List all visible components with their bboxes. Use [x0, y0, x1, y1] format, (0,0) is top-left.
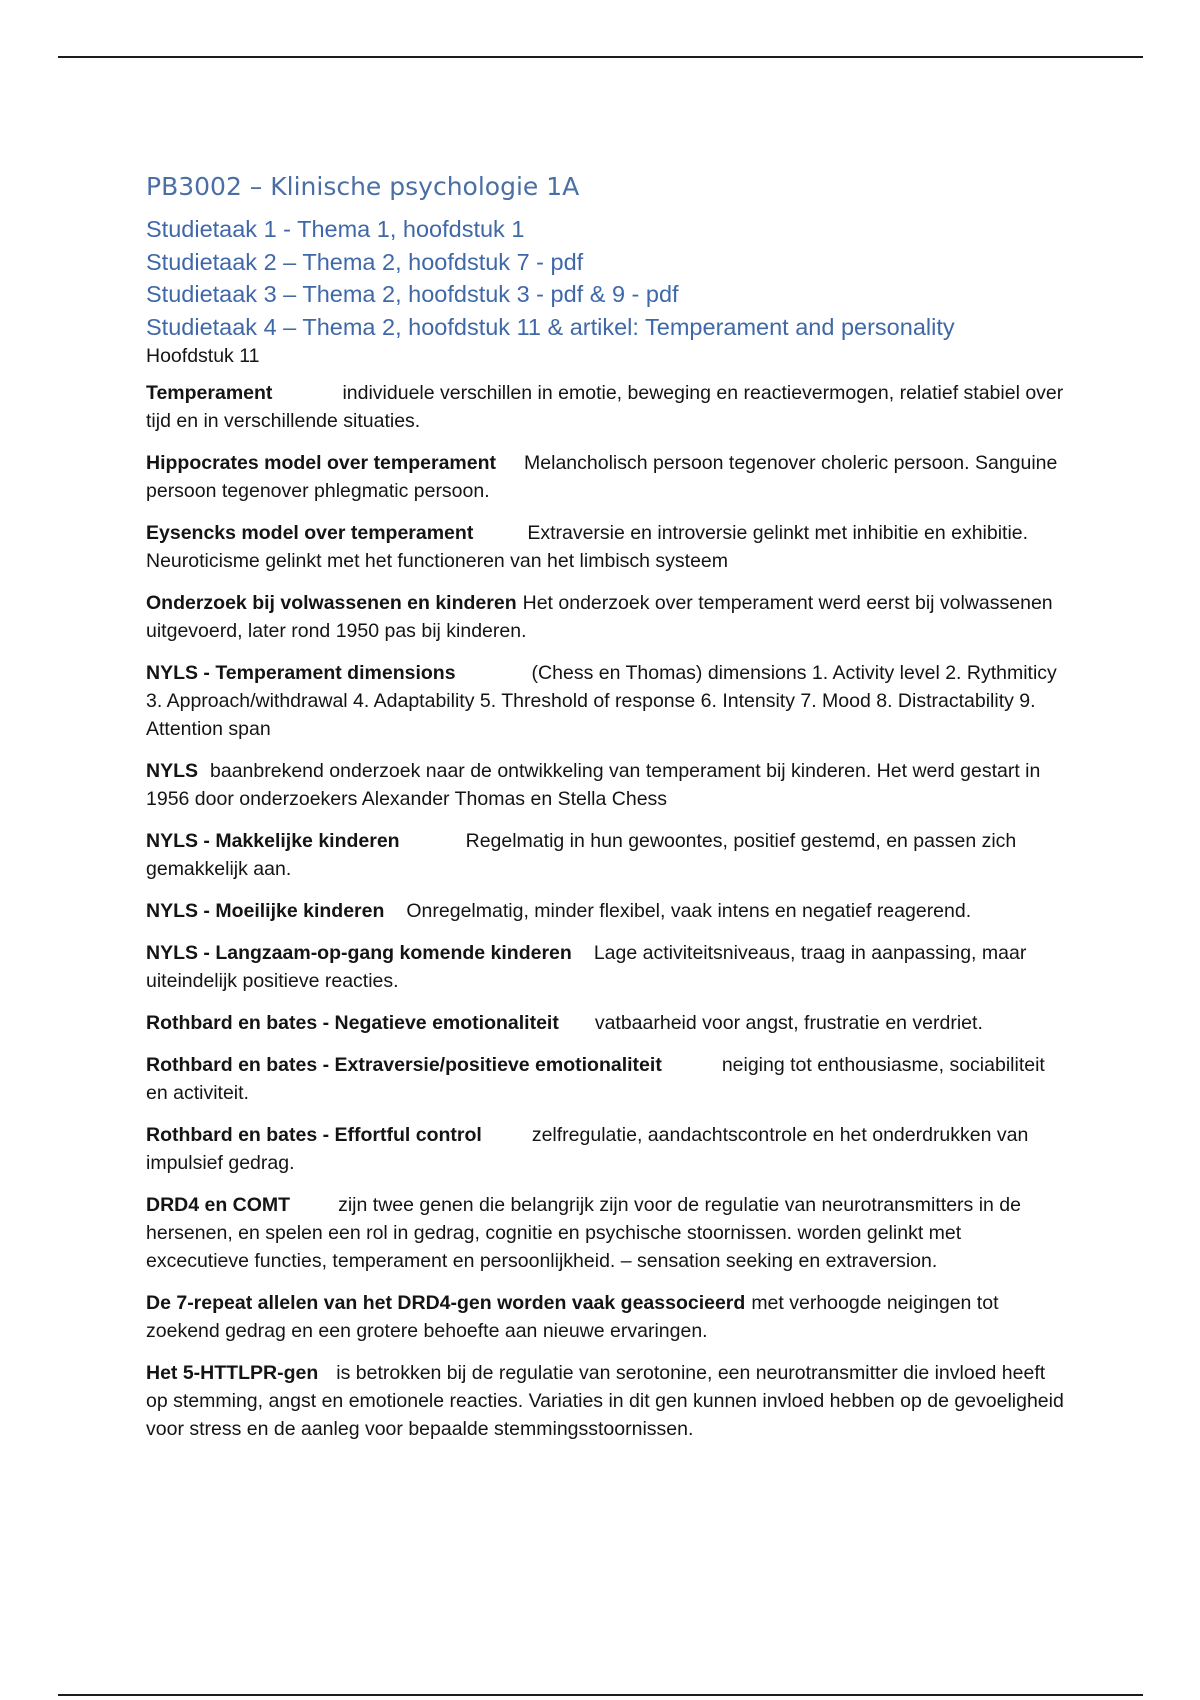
entry-definition: neiging tot enthousiasme, sociabiliteit en activiteit. [146, 1054, 1045, 1104]
entry-term: Het 5-HTTLPR-gen [146, 1362, 319, 1384]
entry-definition: individuele verschillen in emotie, beweging en reactievermogen, relatief stabiel over tijd en in verschillende situaties. [146, 382, 1064, 432]
entry-definition: Regelmatig in hun gewoontes, positief gestemd, en passen zich gemakkelijk aan. [146, 830, 1017, 880]
glossary-entry [146, 1289, 1066, 1345]
entry-definition: (Chess en Thomas) dimensions 1. Activity level 2. Rythmiticy 3. Approach/withdrawal 4. Adaptability 5. Threshold of response 6. Intensity 7. Mood 8. Distractability 9. Attention span [146, 662, 1057, 740]
study-task-2: Studietaak 2 – Thema 2, hoofdstuk 7 - pdf [146, 248, 584, 275]
entry-term: Rothbard en bates - Effortful control [146, 1124, 482, 1146]
glossary-entry [146, 1051, 1066, 1107]
chapter-label: Hoofdstuk 11 [146, 345, 260, 367]
entry-term: De 7-repeat allelen van het DRD4-gen worden vaak geassocieerd [146, 1292, 746, 1314]
entry-term: Temperament [146, 382, 273, 404]
entry-term: NYLS - Temperament dimensions [146, 662, 456, 684]
entry-term: DRD4 en COMT [146, 1194, 291, 1216]
glossary-entry [146, 589, 1066, 645]
glossary-entry [146, 1121, 1066, 1177]
entry-term: Hippocrates model over temperament [146, 452, 497, 474]
glossary-entry [146, 519, 1066, 575]
glossary-entry [146, 379, 1066, 435]
entry-definition: zijn twee genen die belangrijk zijn voor de regulatie van neurotransmitters in de hersenen, en spelen een rol in gedrag, cognitie en psychische stoornissen. worden gelinkt met excecutieve functies, temperament en persoonlijkheid. – sensation seeking en extraversion. [146, 1194, 1021, 1272]
glossary-entry [146, 827, 1066, 883]
glossary-entry [146, 897, 1066, 925]
study-task-4: Studietaak 4 – Thema 2, hoofdstuk 11 & artikel: Temperament and personality [146, 313, 955, 340]
entry-definition: is betrokken bij de regulatie van serotonine, een neurotransmitter die invloed heeft op stemming, angst en emotionele reacties. Variaties in dit gen kunnen invloed hebben op de gevoeligheid voor stress en de aanleg voor bepaalde stemmingsstoornissen. [146, 1362, 1064, 1440]
study-task-list [146, 213, 1066, 343]
glossary-entry [146, 1191, 1066, 1275]
entry-definition: Extraversie en introversie gelinkt met inhibitie en exhibitie. Neuroticisme gelinkt met het functioneren van het limbisch systeem [146, 522, 1029, 572]
entry-term: NYLS [146, 760, 199, 782]
entry-term: Rothbard en bates - Negatieve emotionaliteit [146, 1012, 559, 1034]
glossary-entry [146, 939, 1066, 995]
entry-definition: Het onderzoek over temperament werd eerst bij volwassenen uitgevoerd, later rond 1950 pas bij kinderen. [146, 592, 1053, 642]
study-task-1: Studietaak 1 - Thema 1, hoofdstuk 1 [146, 216, 525, 242]
entry-term: NYLS - Moeilijke kinderen [146, 900, 385, 922]
entry-definition: Onregelmatig, minder flexibel, vaak intens en negatief reagerend. [406, 900, 972, 922]
header-rule [58, 56, 1143, 58]
entry-definition: baanbrekend onderzoek naar de ontwikkeling van temperament bij kinderen. Het werd gestart in 1956 door onderzoekers Alexander Thomas en Stella Chess [146, 760, 1041, 810]
footer-rule [58, 1694, 1143, 1696]
document-body [146, 172, 1066, 1457]
study-task-3: Studietaak 3 – Thema 2, hoofdstuk 3 - pdf & 9 - pdf [146, 281, 679, 307]
entry-definition: met verhoogde neigingen tot zoekend gedrag en een grotere behoefte aan nieuwe ervaringen. [146, 1292, 999, 1342]
glossary-entries [146, 379, 1066, 1443]
entry-definition: Lage activiteitsniveaus, traag in aanpassing, maar uiteindelijk positieve reacties. [146, 942, 1027, 992]
entry-definition: zelfregulatie, aandachtscontrole en het onderdrukken van impulsief gedrag. [146, 1124, 1029, 1174]
glossary-entry [146, 659, 1066, 743]
entry-term: NYLS - Makkelijke kinderen [146, 830, 400, 852]
glossary-entry [146, 1009, 1066, 1037]
document-title: PB3002 – Klinische psychologie 1A [146, 172, 580, 201]
entry-definition: Melancholisch persoon tegenover choleric persoon. Sanguine persoon tegenover phlegmatic persoon. [146, 452, 1058, 502]
entry-term: Onderzoek bij volwassenen en kinderen [146, 592, 517, 614]
entry-term: Eysencks model over temperament [146, 522, 474, 544]
entry-definition: vatbaarheid voor angst, frustratie en verdriet. [594, 1012, 983, 1034]
entry-term: Rothbard en bates - Extraversie/positieve emotionaliteit [146, 1054, 662, 1076]
glossary-entry [146, 449, 1066, 505]
glossary-entry [146, 757, 1066, 813]
entry-term: NYLS - Langzaam-op-gang komende kinderen [146, 942, 572, 964]
glossary-entry [146, 1359, 1066, 1443]
